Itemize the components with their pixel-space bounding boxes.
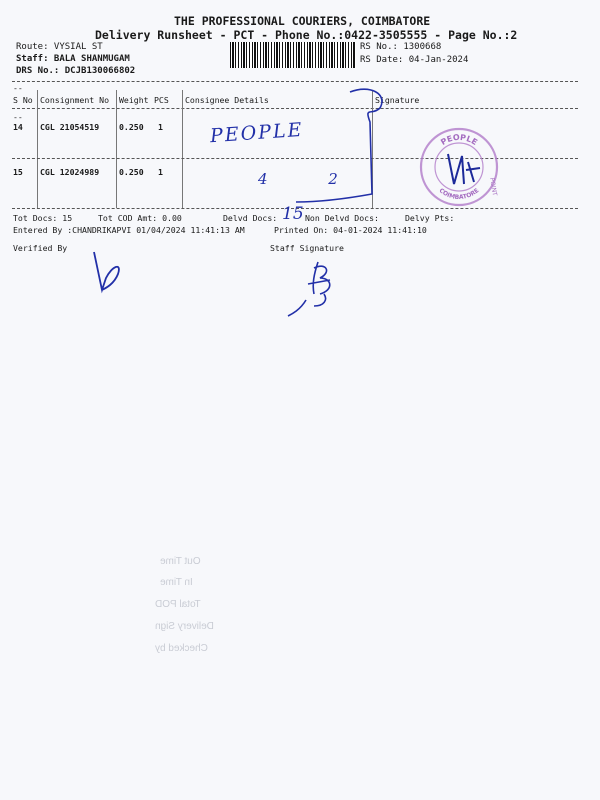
row-15-sno: 15: [13, 167, 23, 177]
row-14-weight: 0.250: [119, 122, 144, 132]
runsheet-subtitle: Delivery Runsheet - PCT - Phone No.:0422-3505555 - Page No.:2: [95, 28, 518, 42]
col-header-sno: S No: [13, 95, 33, 105]
verified-by-signature: [88, 248, 128, 296]
entered-by: Entered By :CHANDRIKAPVI 01/04/2024 11:41:13 AM: [13, 225, 245, 235]
col-divider: [116, 90, 117, 208]
row-14-consignment: CGL 21054519: [40, 122, 100, 132]
total-docs: Tot Docs: 15: [13, 213, 73, 223]
verified-by-label: Verified By: [13, 243, 68, 253]
barcode: [230, 42, 356, 68]
company-title: THE PROFESSIONAL COURIERS, COIMBATORE: [174, 14, 431, 28]
handwritten-note-row15: 4 2: [258, 170, 366, 188]
row-15-pcs: 1: [158, 167, 163, 177]
staff-label: Staff: BALA SHANMUGAM: [16, 54, 130, 64]
row-15-weight: 0.250: [119, 167, 144, 177]
table-row-marker: --: [13, 112, 23, 122]
route-label: Route: VYSIAL ST: [16, 42, 103, 52]
handwritten-consignee-row14: PEOPLE: [209, 118, 305, 148]
stamp-top-text: PEOPLE: [439, 132, 479, 147]
col-header-weight: Weight: [119, 95, 149, 105]
staff-signature-mark: [284, 254, 340, 320]
rs-date: RS Date: 04-Jan-2024: [360, 55, 469, 65]
row-15-consignment: CGL 12024989: [40, 167, 100, 177]
table-top-marker: --: [13, 83, 23, 93]
printed-on: Printed On: 04-01-2024 11:41:10: [274, 225, 427, 235]
col-divider: [37, 90, 38, 208]
handwritten-bracket-stroke: [290, 84, 400, 214]
row-14-pcs: 1: [158, 122, 163, 132]
bleed-through-text: Out Time: [160, 556, 201, 567]
staff-signature-label: Staff Signature: [270, 243, 344, 253]
stamp-bottom-text: COIMBATORE: [437, 187, 481, 202]
col-header-signature: Signature: [375, 95, 420, 105]
col-header-consignment: Consignment No: [40, 95, 110, 105]
delivered-docs-handwritten: 15: [282, 204, 304, 224]
col-divider: [182, 90, 183, 208]
svg-text:COIMBATORE: [438, 187, 481, 201]
company-stamp: [418, 126, 500, 208]
rs-number: RS No.: 1300668: [360, 42, 442, 52]
drs-number: DRS No.: DCJB130066802: [16, 66, 136, 76]
col-header-pcs: PCS: [154, 95, 169, 105]
svg-text:PEOPLE: [439, 133, 479, 147]
bleed-through-text: In Time: [160, 577, 193, 588]
delivery-points-label: Delvy Pts:: [405, 213, 455, 223]
row-14-sno: 14: [13, 122, 23, 132]
stamp-right-text: POINT: [488, 177, 499, 197]
non-delivered-docs-label: Non Delvd Docs:: [305, 213, 379, 223]
bleed-through-text: Delivery Sign: [155, 621, 214, 632]
bleed-through-text: Total POD: [155, 599, 201, 610]
col-header-consignee: Consignee Details: [185, 95, 269, 105]
total-cod-amount: Tot COD Amt: 0.00: [98, 213, 182, 223]
table-top-rule: [12, 81, 578, 82]
bleed-through-text: Checked by: [155, 643, 208, 654]
delivered-docs-label: Delvd Docs:: [223, 213, 278, 223]
